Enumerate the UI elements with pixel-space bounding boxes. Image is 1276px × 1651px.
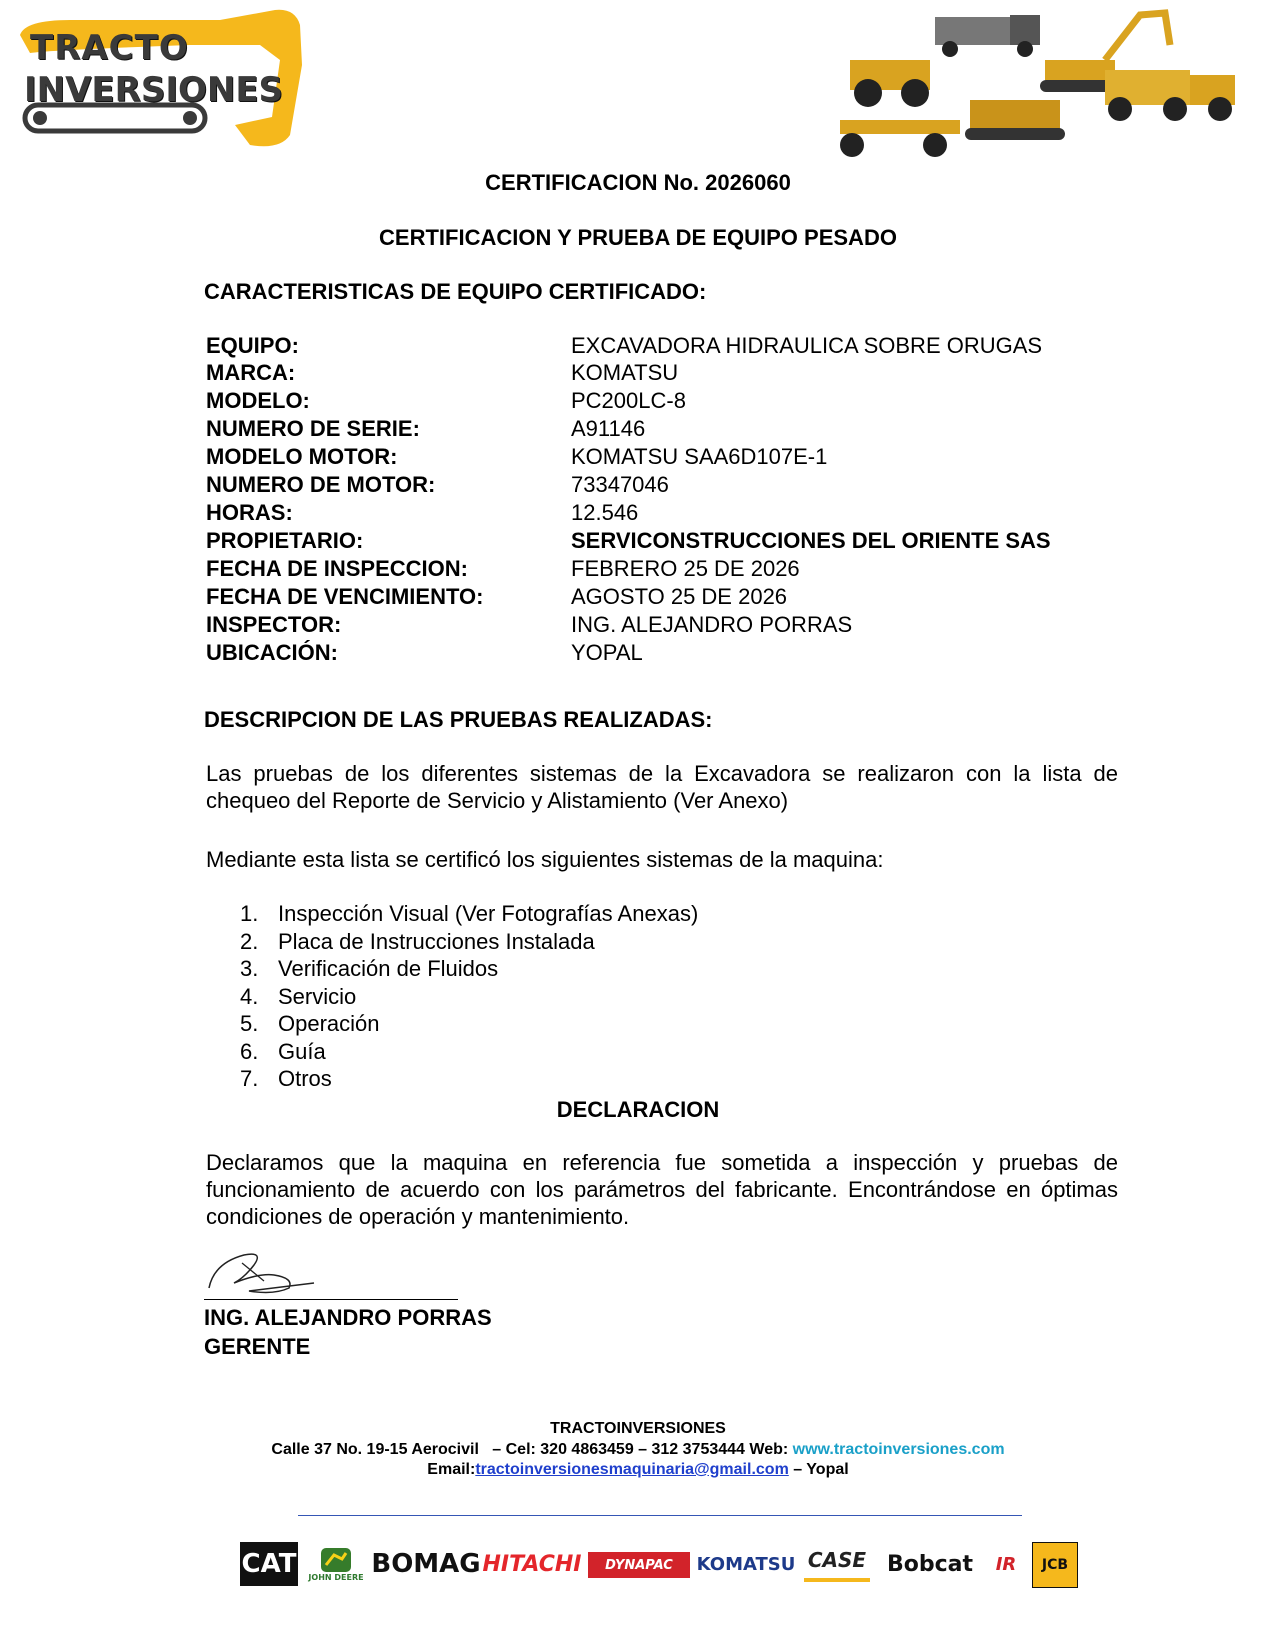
value-horas: 12.546 bbox=[571, 500, 639, 525]
row-ubicacion bbox=[206, 640, 1106, 668]
value-fecha-inspeccion: FEBRERO 25 DE 2026 bbox=[571, 556, 800, 581]
footer-phones: – Cel: 320 4863459 – 312 3753444 bbox=[492, 1441, 745, 1458]
cat-logo: CAT bbox=[240, 1542, 298, 1586]
row-modelo-motor bbox=[206, 444, 1106, 472]
label-ubicacion: UBICACIÓN: bbox=[206, 640, 338, 665]
footer-web-link[interactable]: www.tractoinversiones.com bbox=[792, 1441, 1005, 1458]
row-modelo bbox=[206, 388, 1106, 416]
label-marca: MARCA: bbox=[206, 360, 296, 385]
label-modelo: MODELO: bbox=[206, 388, 310, 413]
footer-email-label: Email: bbox=[427, 1461, 476, 1478]
footer-address: Calle 37 No. 19-15 Aerocivil bbox=[271, 1441, 479, 1458]
label-fecha-vencimiento: FECHA DE VENCIMIENTO: bbox=[206, 584, 484, 609]
systems-list bbox=[240, 900, 698, 1093]
value-propietario: SERVICONSTRUCCIONES DEL ORIENTE SAS bbox=[571, 528, 1051, 553]
row-inspector bbox=[206, 612, 1106, 640]
declaration-text: Declaramos que la maquina en referencia fue sometida a inspección y pruebas de funcionamiento de acuerdo con los parámetros del fabricante. Encontrándose en óptimas condiciones de operación y mantenimiento. bbox=[206, 1150, 1118, 1229]
list-item: 4. Servicio bbox=[240, 983, 357, 1009]
ingersoll-rand-logo: IR bbox=[995, 1553, 1017, 1575]
row-fecha-inspeccion bbox=[206, 556, 1106, 584]
heavy-machinery-illustration bbox=[840, 5, 1260, 170]
footer-contact-line bbox=[0, 1441, 1276, 1459]
row-numero-serie bbox=[206, 416, 1106, 444]
tests-heading: DESCRIPCION DE LAS PRUEBAS REALIZADAS: bbox=[204, 707, 713, 732]
label-modelo-motor: MODELO MOTOR: bbox=[206, 444, 398, 469]
row-horas bbox=[206, 500, 1106, 528]
bomag-logo: BOMAG bbox=[371, 1549, 481, 1579]
label-fecha-inspeccion: FECHA DE INSPECCION: bbox=[206, 556, 468, 581]
value-modelo: PC200LC-8 bbox=[571, 388, 686, 413]
row-marca bbox=[206, 360, 1106, 388]
declaration-heading: DECLARACION bbox=[556, 1097, 720, 1122]
footer-divider bbox=[298, 1515, 1022, 1516]
value-numero-serie: A91146 bbox=[571, 416, 646, 441]
label-numero-serie: NUMERO DE SERIE: bbox=[206, 416, 420, 441]
value-ubicacion: YOPAL bbox=[571, 640, 643, 665]
list-item: 5. Operación bbox=[240, 1011, 380, 1036]
row-numero-motor bbox=[206, 472, 1106, 500]
value-fecha-vencimiento: AGOSTO 25 DE 2026 bbox=[571, 584, 788, 609]
tests-paragraph-2: Mediante esta lista se certificó los siguientes sistemas de la maquina: bbox=[206, 847, 884, 872]
certification-subtitle: CERTIFICACION Y PRUEBA DE EQUIPO PESADO bbox=[379, 225, 897, 250]
label-horas: HORAS: bbox=[206, 500, 293, 525]
value-equipo: EXCAVADORA HIDRAULICA SOBRE ORUGAS bbox=[571, 333, 1043, 358]
handwritten-signature bbox=[204, 1243, 324, 1298]
value-inspector: ING. ALEJANDRO PORRAS bbox=[571, 612, 853, 637]
value-numero-motor: 73347046 bbox=[571, 472, 669, 497]
signature-line bbox=[204, 1299, 458, 1300]
brand-logos bbox=[240, 1542, 1100, 1586]
label-inspector: INSPECTOR: bbox=[206, 612, 342, 637]
list-item: 3. Verificación de Fluidos bbox=[240, 956, 499, 981]
john-deere-logo: JOHN DEERE bbox=[304, 1542, 368, 1586]
jcb-logo: JCB bbox=[1032, 1542, 1078, 1588]
footer-web-label: Web: bbox=[749, 1441, 789, 1458]
row-propietario bbox=[206, 528, 1106, 556]
label-equipo: EQUIPO: bbox=[206, 333, 299, 358]
tests-paragraph-1: Las pruebas de los diferentes sistemas de la Excavadora se realizaron con la lista de chequeo del Reporte de Servicio y Alistamiento (Ver Anexo) bbox=[206, 761, 1118, 813]
footer-city: – Yopal bbox=[793, 1461, 849, 1478]
footer-email-line bbox=[0, 1461, 1276, 1479]
row-fecha-vencimiento bbox=[206, 584, 1106, 612]
signer-role: GERENTE bbox=[204, 1334, 311, 1359]
hitachi-logo: HITACHI bbox=[482, 1551, 582, 1577]
certification-number-title: CERTIFICACION No. 2026060 bbox=[485, 170, 791, 195]
value-modelo-motor: KOMATSU SAA6D107E-1 bbox=[571, 444, 828, 469]
row-equipo bbox=[206, 333, 1106, 361]
list-item: 2. Placa de Instrucciones Instalada bbox=[240, 928, 595, 954]
list-item: 1. Inspección Visual (Ver Fotografías Anexas) bbox=[240, 901, 699, 926]
characteristics-heading: CARACTERISTICAS DE EQUIPO CERTIFICADO: bbox=[204, 279, 707, 304]
dynapac-logo: DYNAPAC bbox=[588, 1552, 690, 1578]
komatsu-logo: KOMATSU bbox=[696, 1553, 796, 1575]
label-propietario: PROPIETARIO: bbox=[206, 528, 364, 553]
signer-name: ING. ALEJANDRO PORRAS bbox=[204, 1305, 492, 1330]
footer-company: TRACTOINVERSIONES bbox=[550, 1420, 726, 1437]
bobcat-logo: Bobcat bbox=[886, 1551, 974, 1577]
value-marca: KOMATSU bbox=[571, 360, 679, 385]
logo-text-tracto: TRACTO bbox=[30, 28, 189, 68]
label-numero-motor: NUMERO DE MOTOR: bbox=[206, 472, 436, 497]
case-logo: CASE bbox=[804, 1542, 870, 1582]
list-item: 7. Otros bbox=[240, 1066, 332, 1091]
footer-email-link[interactable]: tractoinversionesmaquinaria@gmail.com bbox=[475, 1461, 789, 1478]
logo-text-inversiones: INVERSIONES bbox=[24, 70, 284, 110]
list-item: 6. Guía bbox=[240, 1038, 326, 1064]
